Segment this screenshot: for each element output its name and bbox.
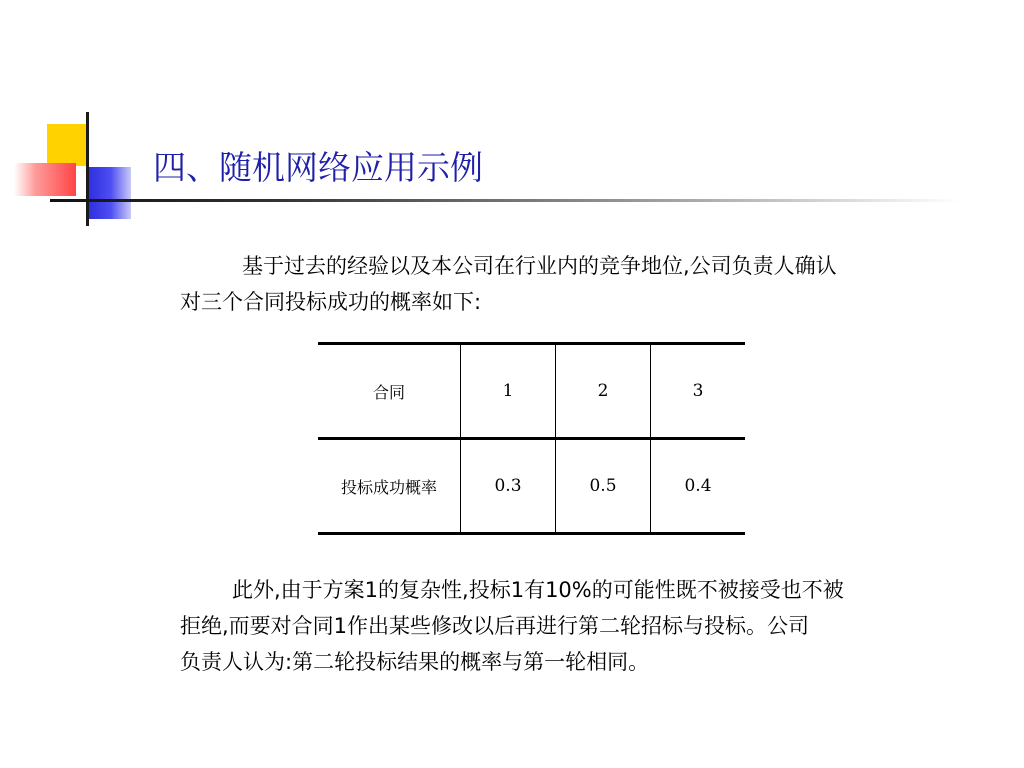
intro-line-1: 基于过去的经验以及本公司在行业内的竞争地位,公司负责人确认 xyxy=(242,254,837,278)
title-underline xyxy=(50,199,960,202)
table-row-contracts xyxy=(318,344,745,439)
contract-cell-3: 3 xyxy=(651,344,746,439)
contract-cell-1: 1 xyxy=(461,344,556,439)
decor-vertical-line xyxy=(86,112,89,226)
probability-table xyxy=(318,342,745,535)
decor-yellow-square xyxy=(47,124,87,166)
table-header-label: 合同 xyxy=(318,344,461,439)
detail-line-2: 拒绝,而要对合同1作出某些修改以后再进行第二轮招标与投标。公司 xyxy=(180,614,810,638)
slide-title: 四、随机网络应用示例 xyxy=(153,148,483,187)
probability-cell-2: 0.5 xyxy=(556,439,651,534)
decor-red-bar xyxy=(14,163,76,196)
intro-paragraph xyxy=(180,248,980,320)
detail-line-3: 负责人认为:第二轮投标结果的概率与第一轮相同。 xyxy=(180,650,650,674)
detail-line-1: 此外,由于方案1的复杂性,投标1有10%的可能性既不被接受也不被 xyxy=(232,578,844,602)
contract-cell-2: 2 xyxy=(556,344,651,439)
probability-cell-3: 0.4 xyxy=(651,439,746,534)
table-row-probabilities xyxy=(318,439,745,534)
intro-line-2: 对三个合同投标成功的概率如下: xyxy=(180,290,482,314)
table-row-label: 投标成功概率 xyxy=(318,439,461,534)
detail-paragraph xyxy=(180,572,980,680)
probability-cell-1: 0.3 xyxy=(461,439,556,534)
decor-blue-square xyxy=(86,167,131,219)
